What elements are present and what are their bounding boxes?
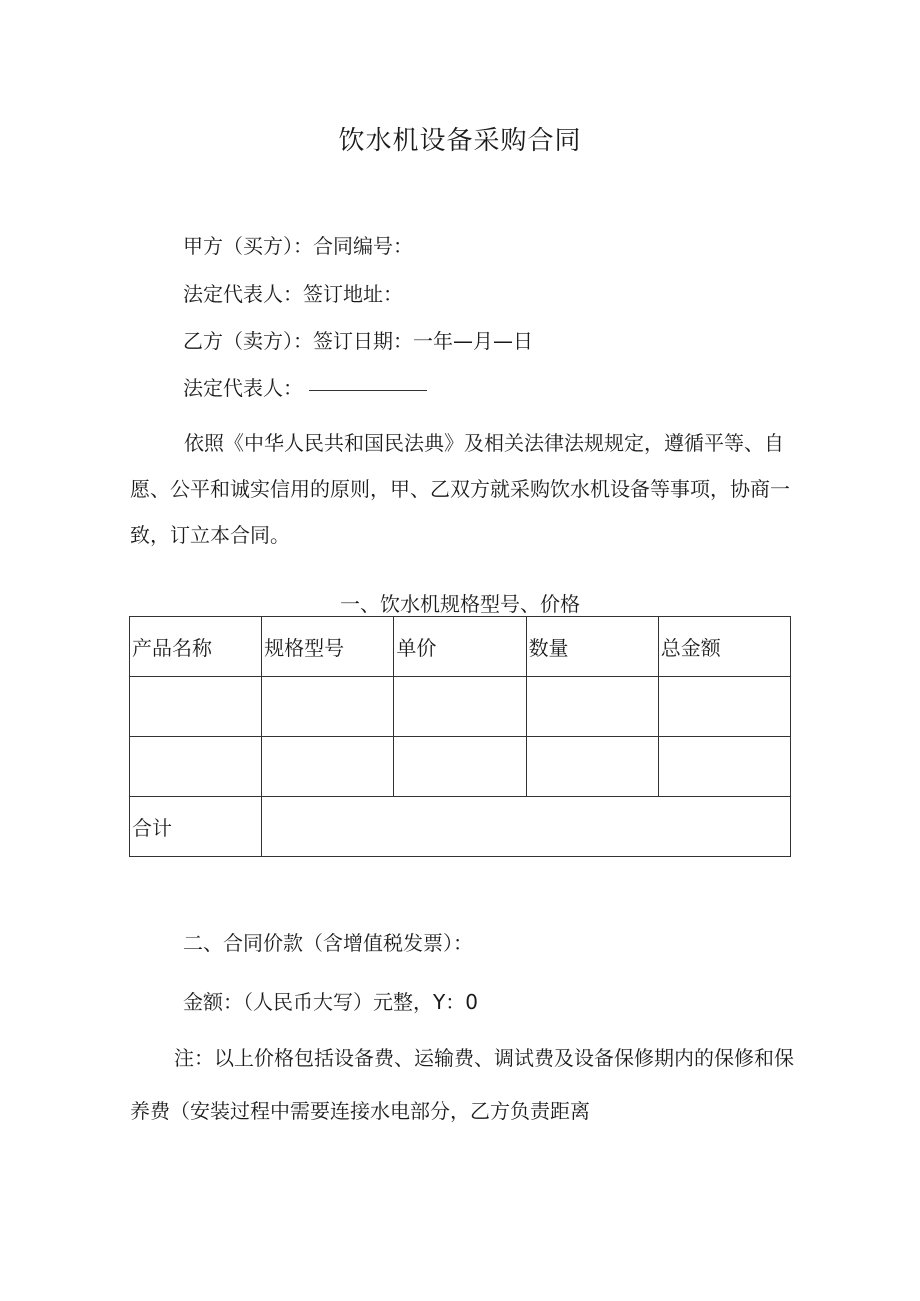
total-label: 合计	[130, 797, 262, 857]
table-cell[interactable]	[262, 737, 394, 797]
legal-rep-label: 法定代表人：	[183, 376, 303, 400]
section2-title: 二、合同价款（含增值税发票）：	[183, 931, 473, 955]
note-paragraph: 注：以上价格包括设备费、运输费、调试费及设备保修期内的保修和保养费（安装过程中需要连接水电部分，乙方负责距离	[130, 1046, 794, 1123]
legal-rep-line	[183, 372, 427, 401]
section1-title: 一、饮水机规格型号、价格	[340, 592, 580, 616]
table-cell[interactable]	[526, 677, 658, 737]
header-model: 规格型号	[262, 617, 394, 677]
document-title: 饮水机设备采购合同	[338, 126, 582, 156]
table-cell[interactable]	[262, 677, 394, 737]
table-cell[interactable]	[394, 737, 526, 797]
intro-paragraph: 依照《中华人民共和国民法典》及相关法律法规规定，遵循平等、自愿、公平和诚实信用的原则，甲、乙双方就采购饮水机设备等事项，协商一致，订立本合同。	[130, 431, 790, 547]
table-cell[interactable]	[526, 737, 658, 797]
amount-line: 金额：（人民币大写）元整，Y：0	[183, 990, 478, 1014]
table-cell[interactable]	[394, 677, 526, 737]
table-row	[130, 737, 791, 797]
header-total-amount: 总金额	[658, 617, 790, 677]
table-cell[interactable]	[130, 677, 262, 737]
table-cell[interactable]	[130, 737, 262, 797]
table-header-row	[130, 617, 791, 677]
table-cell[interactable]	[658, 737, 790, 797]
seller-date-line: 乙方（卖方）：签订日期：一年—月—日	[183, 329, 533, 353]
total-value-cell[interactable]	[262, 797, 791, 857]
table-row	[130, 677, 791, 737]
signature-blank[interactable]	[309, 389, 427, 391]
legal-rep-address-line: 法定代表人：签订地址：	[183, 282, 403, 306]
header-product-name: 产品名称	[130, 617, 262, 677]
header-unit-price: 单价	[394, 617, 526, 677]
buyer-line: 甲方（买方）：合同编号：	[183, 234, 413, 258]
header-quantity: 数量	[526, 617, 658, 677]
spec-price-table	[129, 616, 791, 857]
table-cell[interactable]	[658, 677, 790, 737]
table-total-row	[130, 797, 791, 857]
